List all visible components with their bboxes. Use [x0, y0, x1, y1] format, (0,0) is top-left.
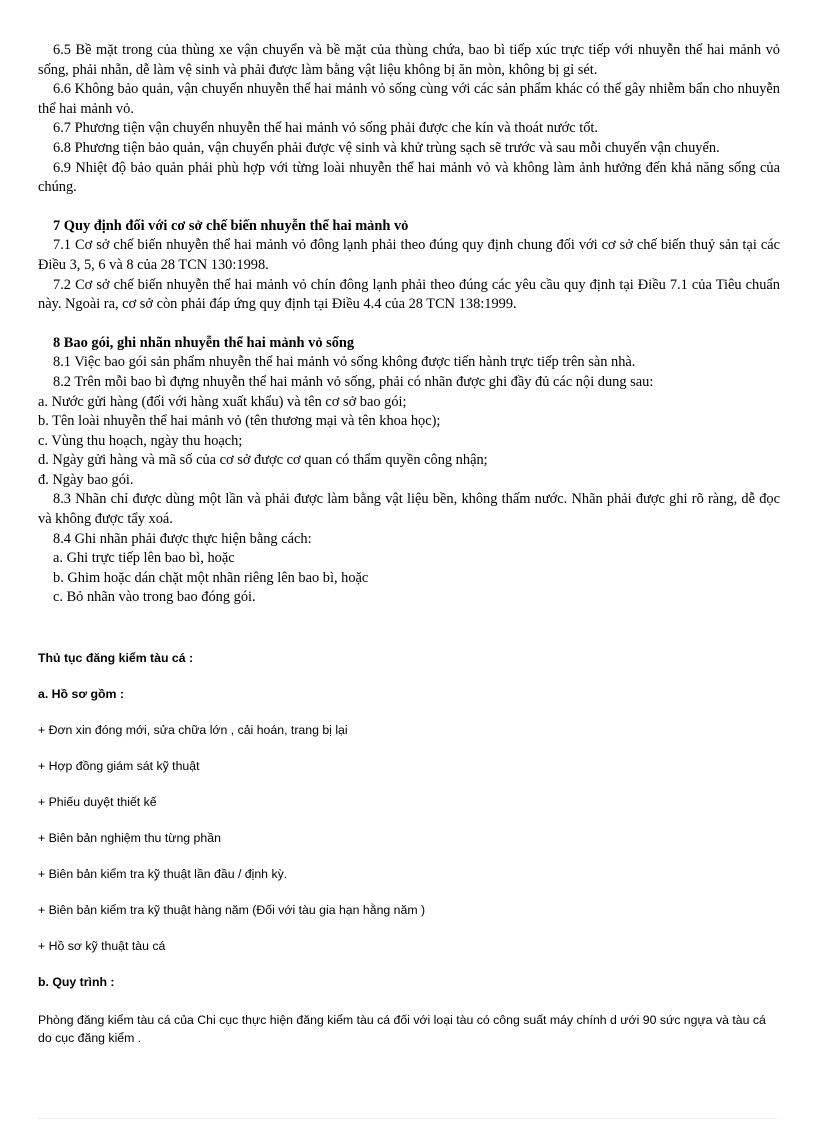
list-item: c. Bỏ nhãn vào trong bao đóng gói. — [53, 589, 256, 606]
dossier-item: + Hồ sơ kỹ thuật tàu cá — [38, 939, 166, 953]
process-heading: b. Quy trình : — [38, 975, 115, 989]
clause-8-3: 8.3 Nhãn chỉ được dùng một lần và phải được làm bằng vật liệu bền, không thấm nước. Nhãn phải được ghi rõ ràng, dễ đọc và không được tẩy xoá. — [38, 491, 780, 528]
section-7-heading: 7 Quy định đối với cơ sở chế biến nhuyễn thể hai mảnh vỏ — [53, 217, 409, 234]
clause-7-2: 7.2 Cơ sở chế biến nhuyễn thể hai mảnh vỏ chín đông lạnh phải theo đúng các yêu cầu quy định tại Điều 7.1 của Tiêu chuẩn này. Ngoài ra, cơ sở còn phải đáp ứng quy định tại Điều 4.4 của 28 TCN 138:1999. — [38, 276, 780, 313]
list-item: đ. Ngày bao gói. — [38, 471, 134, 488]
dossier-item: + Biên bản kiểm tra kỹ thuật hàng năm (Đối với tàu gia hạn hằng năm ) — [38, 903, 426, 917]
list-item: d. Ngày gửi hàng và mã số của cơ sở được cơ quan có thẩm quyền công nhận; — [38, 452, 488, 469]
clause-8-4: 8.4 Ghi nhãn phải được thực hiện bằng cách: — [53, 530, 312, 547]
procedure-heading: Thủ tục đăng kiểm tàu cá : — [38, 651, 194, 665]
spacer — [38, 198, 780, 217]
clause-6-9: 6.9 Nhiệt độ bảo quản phải phù hợp với từng loài nhuyễn thể hai mảnh vỏ và không làm ảnh hưởng đến khả năng sống của chúng. — [38, 159, 780, 196]
dossier-item: + Biên bản nghiệm thu từng phần — [38, 831, 221, 845]
dossier-heading: a. Hồ sơ gồm : — [38, 687, 124, 701]
spacer — [38, 315, 780, 334]
dossier-item: + Biên bản kiểm tra kỹ thuật lần đầu / định kỳ. — [38, 867, 288, 881]
page-bottom-divider — [38, 1118, 780, 1119]
clause-8-2: 8.2 Trên mỗi bao bì đựng nhuyễn thể hai mảnh vỏ sống, phải có nhãn được ghi đầy đủ các nội dung sau: — [53, 373, 654, 390]
dossier-item: + Phiếu duyệt thiết kế — [38, 795, 157, 809]
clause-7-1: 7.1 Cơ sở chế biến nhuyễn thể hai mảnh vỏ đông lạnh phải theo đúng quy định chung đối với cơ sở chế biến thuỷ sản tại các Điều 3, 5, 6 và 8 của 28 TCN 130:1998. — [38, 237, 780, 273]
section-8-heading: 8 Bao gói, ghi nhãn nhuyễn thể hai mảnh vỏ sống — [53, 334, 355, 351]
clause-6-7: 6.7 Phương tiện vận chuyển nhuyễn thể hai mảnh vỏ sống phải được che kín và thoát nước tốt. — [53, 120, 598, 137]
list-item: c. Vùng thu hoạch, ngày thu hoạch; — [38, 432, 243, 449]
clause-6-6: 6.6 Không bảo quản, vận chuyển nhuyễn thể hai mảnh vỏ sống cùng với các sản phẩm khác có thể gây nhiễm bẩn cho nhuyễn thể hai mảnh vỏ. — [38, 81, 780, 117]
dossier-item: + Hợp đồng giám sát kỹ thuật — [38, 759, 200, 773]
list-item: a. Nước gửi hàng (đối với hàng xuất khẩu) và tên cơ sở bao gói; — [38, 393, 407, 410]
list-item: a. Ghi trực tiếp lên bao bì, hoặc — [53, 550, 235, 567]
list-item: b. Ghim hoặc dán chặt một nhãn riêng lên bao bì, hoặc — [53, 569, 369, 586]
list-item: b. Tên loài nhuyễn thể hai mảnh vỏ (tên thương mại và tên khoa học); — [38, 413, 441, 430]
clause-6-5: 6.5 Bề mặt trong của thùng xe vận chuyển và bề mặt của thùng chứa, bao bì tiếp xúc trực tiếp với nhuyễn thể hai mảnh vỏ sống, phải nhẵn, dễ làm vệ sinh và phải được làm bằng vật liệu không bị ăn mòn, không bị gỉ sét. — [38, 42, 780, 78]
clause-6-8: 6.8 Phương tiện bảo quản, vận chuyển phải được vệ sinh và khử trùng sạch sẽ trước và sau mỗi chuyến vận chuyển. — [53, 139, 720, 156]
regulation-section — [38, 41, 780, 608]
process-text: Phòng đăng kiểm tàu cá của Chi cục thực hiện đăng kiểm tàu cá đối với loại tàu có công suất máy chính d ưới 90 sức ngựa và tàu cá do cục đăng kiểm . — [38, 1013, 766, 1045]
dossier-item: + Đơn xin đóng mới, sửa chữa lớn , cải hoán, trang bị lại — [38, 723, 348, 737]
clause-8-1: 8.1 Việc bao gói sản phẩm nhuyễn thể hai mảnh vỏ sống không được tiến hành trực tiếp trên sàn nhà. — [53, 354, 636, 371]
